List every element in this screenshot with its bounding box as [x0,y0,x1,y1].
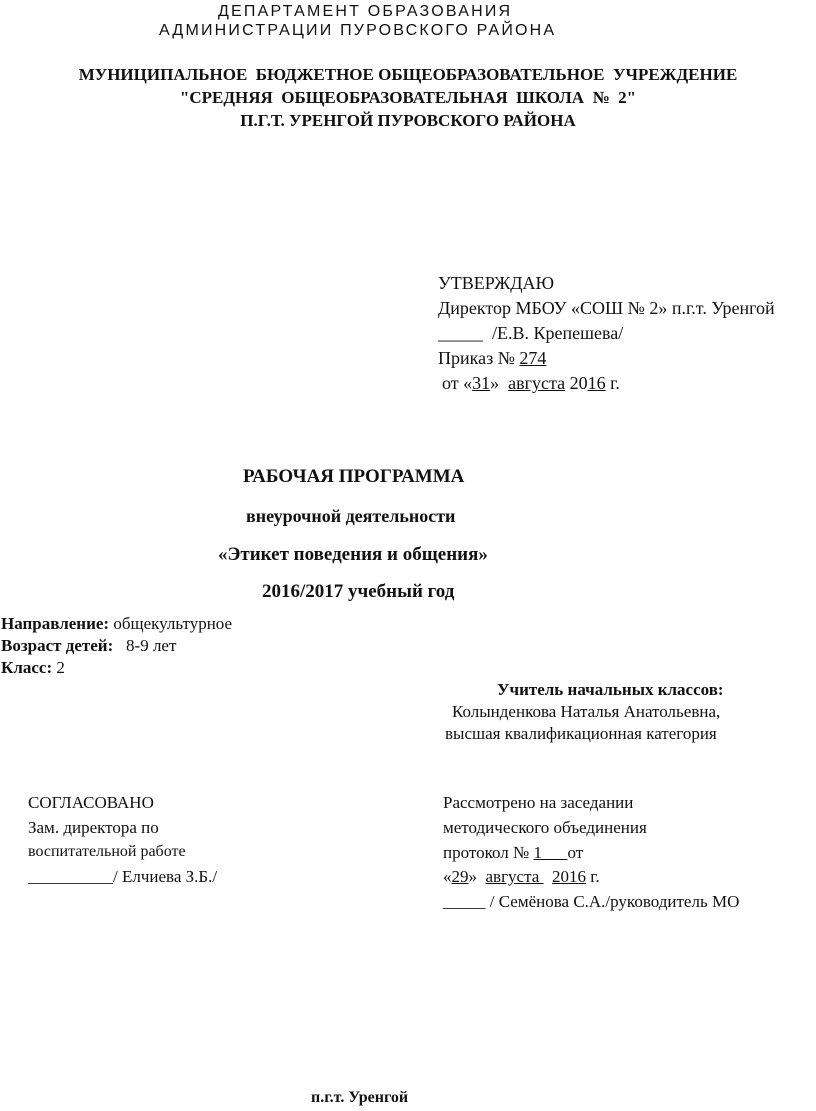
reviewed-day: 29 [451,867,469,886]
program-subtitle: внеурочной деятельности [246,506,456,526]
approval-signature: _____ /Е.В. Крепешева/ [438,323,624,343]
age [1,636,176,656]
teacher-name: Колынденкова Наталья Анатольевна, [452,702,721,721]
approval-day: 31 [472,373,491,393]
school-name-line2: "СРЕДНЯЯ ОБЩЕОБРАЗОВАТЕЛЬНАЯ ШКОЛА № 2" [179,88,637,107]
reviewed-protocol: протокол № 1 от [443,843,584,862]
agreed-line1: Зам. директора по [28,818,159,837]
teacher-category: высшая квалификационная категория [445,724,717,743]
agreed-signature: __________/ Елчиева З.Б./ [28,867,218,886]
direction-label: Направление: [1,614,110,633]
approval-title: УТВЕРЖДАЮ [438,273,555,293]
reviewed-year: 2016 [552,867,587,886]
class-label: Класс: [1,658,53,677]
class-value: 2 [52,658,65,677]
class [1,658,65,678]
reviewed-month: августа [485,867,544,886]
school-name-line1: МУНИЦИПАЛЬНОЕ БЮДЖЕТНОЕ ОБЩЕОБРАЗОВАТЕЛЬНОЕ УЧРЕЖДЕНИЕ [78,65,738,84]
approval-year: 16 [587,373,606,393]
teacher-title: Учитель начальных классов: [497,680,724,699]
protocol-number: 1 [533,843,568,862]
approval-order: Приказ № 274 [438,348,547,368]
age-value: 8-9 лет [113,636,177,655]
agreed-line2: воспитательной работе [28,843,186,860]
direction-value: общекультурное [109,614,233,633]
approval-month: августа [508,373,566,393]
approval-date: от «31» августа 2016 г. [442,373,620,393]
program-name: «Этикет поведения и общения» [218,544,488,565]
footer-place: п.г.т. Уренгой [311,1089,409,1106]
department-line1: ДЕПАРТАМЕНТ ОБРАЗОВАНИЯ [218,3,513,20]
program-title: РАБОЧАЯ ПРОГРАММА [243,466,465,487]
order-number: 274 [519,348,547,368]
program-year: 2016/2017 учебный год [262,581,455,602]
age-label: Возраст детей: [1,636,114,655]
reviewed-signature: _____ / Семёнова С.А./руководитель МО [443,892,740,911]
agreed-title: СОГЛАСОВАНО [28,793,154,812]
direction [1,614,232,634]
school-name-line3: П.Г.Т. УРЕНГОЙ ПУРОВСКОГО РАЙОНА [240,111,576,130]
reviewed-line2: методического объединения [443,818,647,837]
reviewed-line1: Рассмотрено на заседании [443,793,634,812]
reviewed-date: «29» августа 2016 г. [443,867,600,886]
approval-director: Директор МБОУ «СОШ № 2» п.г.т. Уренгой [438,298,775,318]
department-line2: АДМИНИСТРАЦИИ ПУРОВСКОГО РАЙОНА [159,22,557,39]
